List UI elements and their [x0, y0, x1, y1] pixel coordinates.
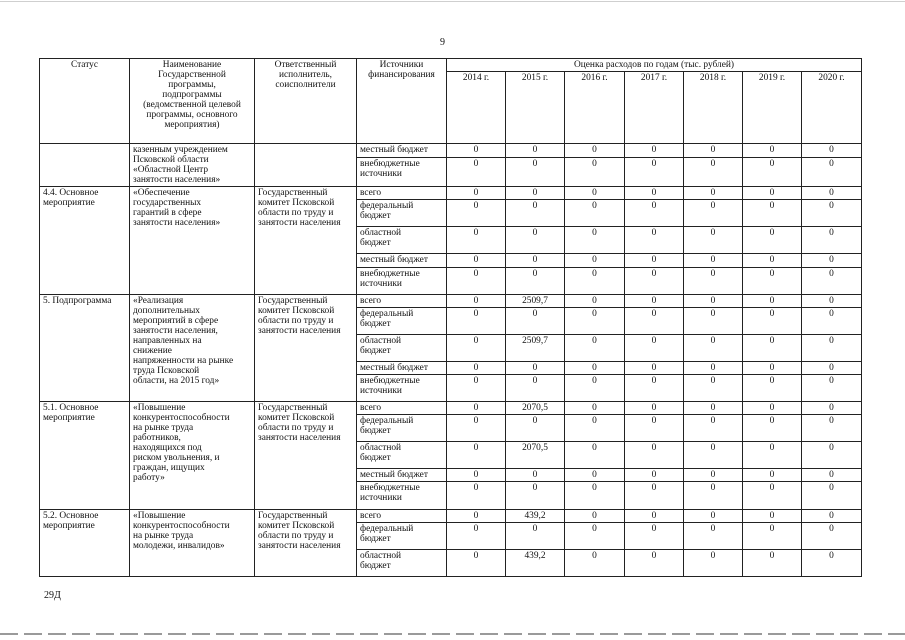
value-cell: 0 — [802, 267, 862, 294]
value-cell: 0 — [743, 509, 802, 522]
value-cell: 0 — [565, 415, 625, 442]
value-cell: 0 — [565, 267, 625, 294]
value-cell: 0 — [684, 158, 743, 187]
value-cell: 0 — [802, 469, 862, 482]
value-cell: 0 — [506, 227, 565, 254]
block-name: «Повышение конкурентоспособности на рынке труда молодежи, инвалидов» — [130, 509, 255, 576]
value-cell: 0 — [625, 158, 684, 187]
value-cell: 0 — [743, 267, 802, 294]
source-cell: местный бюджет — [357, 361, 447, 374]
source-cell: внебюджетные источники — [357, 158, 447, 187]
value-cell: 0 — [506, 522, 565, 549]
value-cell: 0 — [684, 267, 743, 294]
value-cell: 0 — [743, 187, 802, 200]
value-cell: 0 — [565, 307, 625, 334]
block-name: «Реализация дополнительных мероприятий в сфере занятости населения, направленных на снижение напряженности на рынке труда Псковской области, на 2015 год» — [130, 294, 255, 401]
value-cell: 0 — [743, 254, 802, 267]
value-cell: 2070,5 — [506, 402, 565, 415]
value-cell: 0 — [447, 158, 506, 187]
value-cell: 439,2 — [506, 509, 565, 522]
value-cell: 0 — [802, 522, 862, 549]
block-status: 5.1. Основное мероприятие — [40, 402, 130, 509]
value-cell: 0 — [565, 294, 625, 307]
source-cell: федеральный бюджет — [357, 522, 447, 549]
value-cell: 0 — [684, 509, 743, 522]
value-cell: 2509,7 — [506, 334, 565, 361]
value-cell: 0 — [565, 522, 625, 549]
value-cell: 0 — [802, 375, 862, 402]
value-cell: 0 — [684, 402, 743, 415]
value-cell: 0 — [684, 294, 743, 307]
value-cell: 0 — [447, 334, 506, 361]
block-name: «Обеспечение государственных гарантий в сфере занятости населения» — [130, 187, 255, 294]
value-cell: 0 — [506, 144, 565, 158]
header-name: Наименование Государственной программы, подпрограммы (ведомственной целевой программы, основного мероприятия) — [130, 59, 255, 144]
value-cell: 0 — [802, 442, 862, 469]
value-cell: 0 — [802, 482, 862, 509]
block-status: 5. Подпрограмма — [40, 294, 130, 401]
value-cell: 0 — [743, 415, 802, 442]
source-cell: всего — [357, 294, 447, 307]
value-cell: 0 — [506, 200, 565, 227]
value-cell: 0 — [565, 254, 625, 267]
value-cell: 0 — [684, 307, 743, 334]
value-cell: 0 — [743, 402, 802, 415]
scan-bottom-edge — [0, 633, 905, 635]
value-cell: 0 — [447, 227, 506, 254]
value-cell: 0 — [447, 375, 506, 402]
value-cell: 0 — [684, 361, 743, 374]
value-cell: 0 — [802, 549, 862, 576]
value-cell: 0 — [743, 294, 802, 307]
value-cell: 0 — [447, 294, 506, 307]
value-cell: 0 — [743, 307, 802, 334]
value-cell: 0 — [447, 469, 506, 482]
source-cell: всего — [357, 402, 447, 415]
header-executor: Ответственный исполнитель, соисполнители — [255, 59, 357, 144]
value-cell: 0 — [447, 522, 506, 549]
value-cell: 0 — [565, 509, 625, 522]
table-row — [40, 187, 862, 200]
value-cell: 0 — [743, 158, 802, 187]
table-header — [40, 59, 862, 144]
value-cell: 0 — [447, 482, 506, 509]
value-cell: 0 — [684, 144, 743, 158]
block-status: 5.2. Основное мероприятие — [40, 509, 130, 576]
value-cell: 0 — [625, 375, 684, 402]
value-cell: 2070,5 — [506, 442, 565, 469]
value-cell: 0 — [565, 469, 625, 482]
value-cell: 0 — [743, 482, 802, 509]
value-cell: 0 — [506, 187, 565, 200]
value-cell: 439,2 — [506, 549, 565, 576]
value-cell: 0 — [743, 469, 802, 482]
value-cell: 0 — [625, 509, 684, 522]
value-cell: 0 — [802, 200, 862, 227]
header-year: 2019 г. — [743, 72, 802, 144]
header-estimate: Оценка расходов по годам (тыс. рублей) — [447, 59, 862, 72]
value-cell: 0 — [684, 334, 743, 361]
source-cell: местный бюджет — [357, 254, 447, 267]
value-cell: 2509,7 — [506, 294, 565, 307]
value-cell: 0 — [565, 482, 625, 509]
value-cell: 0 — [684, 442, 743, 469]
value-cell: 0 — [684, 187, 743, 200]
value-cell: 0 — [506, 361, 565, 374]
value-cell: 0 — [743, 522, 802, 549]
block-executor — [255, 144, 357, 187]
value-cell: 0 — [625, 144, 684, 158]
scan-top-edge — [0, 1, 905, 2]
value-cell: 0 — [447, 267, 506, 294]
block-executor: Государственный комитет Псковской области по труду и занятости населения — [255, 509, 357, 576]
value-cell: 0 — [802, 402, 862, 415]
value-cell: 0 — [625, 187, 684, 200]
table-body — [40, 144, 862, 577]
value-cell: 0 — [447, 442, 506, 469]
table-row — [40, 144, 862, 158]
source-cell: областной бюджет — [357, 549, 447, 576]
value-cell: 0 — [802, 294, 862, 307]
value-cell: 0 — [565, 144, 625, 158]
source-cell: внебюджетные источники — [357, 482, 447, 509]
value-cell: 0 — [506, 482, 565, 509]
value-cell: 0 — [625, 200, 684, 227]
value-cell: 0 — [447, 361, 506, 374]
budget-table — [39, 58, 862, 577]
value-cell: 0 — [743, 200, 802, 227]
value-cell: 0 — [447, 200, 506, 227]
header-year: 2016 г. — [565, 72, 625, 144]
value-cell: 0 — [743, 144, 802, 158]
value-cell: 0 — [802, 415, 862, 442]
source-cell: областной бюджет — [357, 442, 447, 469]
value-cell: 0 — [565, 402, 625, 415]
value-cell: 0 — [447, 187, 506, 200]
value-cell: 0 — [565, 375, 625, 402]
value-cell: 0 — [565, 227, 625, 254]
value-cell: 0 — [684, 254, 743, 267]
value-cell: 0 — [447, 144, 506, 158]
value-cell: 0 — [625, 549, 684, 576]
source-cell: внебюджетные источники — [357, 375, 447, 402]
table-row — [40, 509, 862, 522]
value-cell: 0 — [447, 254, 506, 267]
value-cell: 0 — [506, 415, 565, 442]
value-cell: 0 — [506, 158, 565, 187]
value-cell: 0 — [447, 402, 506, 415]
footer-code: 29Д — [44, 590, 61, 601]
value-cell: 0 — [565, 158, 625, 187]
table-row — [40, 294, 862, 307]
value-cell: 0 — [565, 187, 625, 200]
value-cell: 0 — [684, 482, 743, 509]
value-cell: 0 — [743, 442, 802, 469]
header-sources: Источники финансирования — [357, 59, 447, 144]
header-year: 2020 г. — [802, 72, 862, 144]
header-year: 2018 г. — [684, 72, 743, 144]
block-status — [40, 144, 130, 187]
value-cell: 0 — [802, 254, 862, 267]
value-cell: 0 — [447, 415, 506, 442]
value-cell: 0 — [684, 227, 743, 254]
header-year: 2017 г. — [625, 72, 684, 144]
value-cell: 0 — [802, 361, 862, 374]
value-cell: 0 — [684, 522, 743, 549]
source-cell: внебюджетные источники — [357, 267, 447, 294]
value-cell: 0 — [684, 200, 743, 227]
value-cell: 0 — [802, 144, 862, 158]
value-cell: 0 — [625, 294, 684, 307]
value-cell: 0 — [802, 334, 862, 361]
source-cell: областной бюджет — [357, 334, 447, 361]
value-cell: 0 — [684, 415, 743, 442]
block-executor: Государственный комитет Псковской области по труду и занятости населения — [255, 402, 357, 509]
value-cell: 0 — [743, 334, 802, 361]
value-cell: 0 — [565, 549, 625, 576]
source-cell: федеральный бюджет — [357, 415, 447, 442]
value-cell: 0 — [506, 469, 565, 482]
value-cell: 0 — [565, 200, 625, 227]
source-cell: федеральный бюджет — [357, 307, 447, 334]
value-cell: 0 — [625, 415, 684, 442]
value-cell: 0 — [625, 227, 684, 254]
value-cell: 0 — [625, 267, 684, 294]
value-cell: 0 — [625, 442, 684, 469]
value-cell: 0 — [625, 469, 684, 482]
source-cell: областной бюджет — [357, 227, 447, 254]
block-status: 4.4. Основное мероприятие — [40, 187, 130, 294]
value-cell: 0 — [447, 307, 506, 334]
value-cell: 0 — [565, 361, 625, 374]
page-number: 9 — [440, 37, 445, 48]
source-cell: местный бюджет — [357, 469, 447, 482]
value-cell: 0 — [802, 187, 862, 200]
value-cell: 0 — [625, 482, 684, 509]
header-year: 2015 г. — [506, 72, 565, 144]
value-cell: 0 — [802, 158, 862, 187]
value-cell: 0 — [565, 334, 625, 361]
value-cell: 0 — [625, 334, 684, 361]
value-cell: 0 — [802, 307, 862, 334]
value-cell: 0 — [684, 375, 743, 402]
value-cell: 0 — [506, 307, 565, 334]
source-cell: местный бюджет — [357, 144, 447, 158]
value-cell: 0 — [506, 375, 565, 402]
header-year: 2014 г. — [447, 72, 506, 144]
source-cell: всего — [357, 187, 447, 200]
block-executor: Государственный комитет Псковской области по труду и занятости населения — [255, 294, 357, 401]
value-cell: 0 — [743, 227, 802, 254]
value-cell: 0 — [447, 549, 506, 576]
value-cell: 0 — [802, 509, 862, 522]
value-cell: 0 — [743, 375, 802, 402]
value-cell: 0 — [743, 549, 802, 576]
value-cell: 0 — [625, 522, 684, 549]
source-cell: федеральный бюджет — [357, 200, 447, 227]
value-cell: 0 — [447, 509, 506, 522]
block-name: «Повышение конкурентоспособности на рынке труда работников, находящихся под риском увольнения, и граждан, ищущих работу» — [130, 402, 255, 509]
block-name: казенным учреждением Псковской области «Областной Центр занятости населения» — [130, 144, 255, 187]
value-cell: 0 — [743, 361, 802, 374]
value-cell: 0 — [802, 227, 862, 254]
value-cell: 0 — [684, 549, 743, 576]
source-cell: всего — [357, 509, 447, 522]
value-cell: 0 — [684, 469, 743, 482]
value-cell: 0 — [625, 402, 684, 415]
header-status: Статус — [40, 59, 130, 144]
value-cell: 0 — [625, 307, 684, 334]
value-cell: 0 — [565, 442, 625, 469]
value-cell: 0 — [506, 267, 565, 294]
value-cell: 0 — [506, 254, 565, 267]
table-row — [40, 402, 862, 415]
value-cell: 0 — [625, 361, 684, 374]
block-executor: Государственный комитет Псковской области по труду и занятости населения — [255, 187, 357, 294]
value-cell: 0 — [625, 254, 684, 267]
